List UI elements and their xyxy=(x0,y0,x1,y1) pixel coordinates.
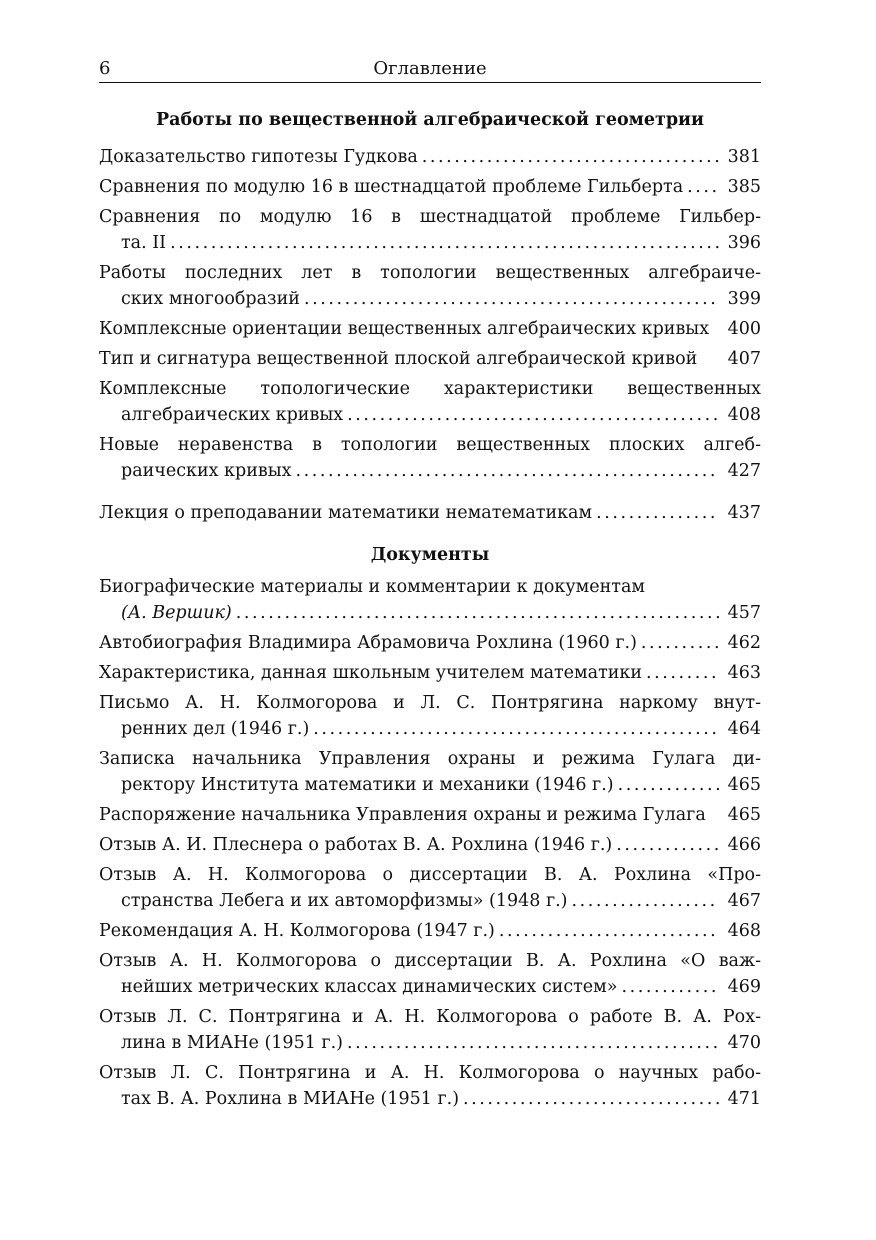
entry-title-line-2: раических кривых xyxy=(121,461,292,481)
entry-page: 400 xyxy=(727,319,761,339)
entry-title-line-2: тах В. А. Рохлина в МИАНе (1951 г.) xyxy=(121,1089,460,1109)
entry-page: 407 xyxy=(727,349,761,369)
dot-leader xyxy=(618,772,719,798)
toc-entry[interactable] xyxy=(99,832,761,858)
entry-title-line-2: лина в МИАНе (1951 г.) xyxy=(121,1033,343,1053)
dot-leader xyxy=(347,402,719,428)
toc-entry[interactable] xyxy=(99,376,761,428)
entry-title-line-1: Отзыв Л. С. Понтрягина и А. Н. Колмогорова о работе В. А. Рох- xyxy=(99,1007,761,1027)
toc-list-geometry xyxy=(99,144,761,484)
toc-entry[interactable] xyxy=(99,660,761,686)
entry-title-line-1: Письмо А. Н. Колмогорова и Л. С. Понтрягина наркому внут- xyxy=(99,693,761,713)
running-title: Оглавление xyxy=(373,58,487,79)
entry-title: Лекция о преподавании математики нематематикам xyxy=(99,503,593,523)
entry-page: 468 xyxy=(727,921,761,941)
entry-title: Тип и сигнатура вещественной плоской алгебраической кривой xyxy=(99,349,698,369)
dot-leader xyxy=(236,600,719,626)
entry-page: 469 xyxy=(727,977,761,997)
dot-leader xyxy=(347,1030,719,1056)
entry-page: 463 xyxy=(727,663,761,683)
entry-page: 408 xyxy=(727,405,761,425)
entry-title-line-2: (А. Вершик) xyxy=(121,603,232,623)
entry-title-line-1: Отзыв Л. С. Понтрягина и А. Н. Колмогорова о научных рабо- xyxy=(99,1063,761,1083)
entry-title-line-1: Комплексные топологические характеристики вещественных xyxy=(99,379,761,399)
section-title-real-algebraic-geometry: Работы по вещественной алгебраической геометрии xyxy=(155,110,705,130)
entry-title: Доказательство гипотезы Гудкова xyxy=(99,147,418,167)
entry-page: 465 xyxy=(727,775,761,795)
toc-entry[interactable] xyxy=(99,690,761,742)
dot-leader xyxy=(687,174,719,200)
toc-entry[interactable] xyxy=(99,144,761,170)
toc-entry[interactable] xyxy=(99,1004,761,1056)
dot-leader xyxy=(641,630,719,656)
entry-page: 464 xyxy=(727,719,761,739)
dot-leader xyxy=(463,1086,719,1112)
entry-title: Распоряжение начальника Управления охраны и режима Гулага xyxy=(99,805,706,825)
entry-title-line-2: ректору Института математики и механики (1946 г.) xyxy=(121,775,614,795)
toc-entry[interactable] xyxy=(99,948,761,1000)
toc-entry[interactable] xyxy=(99,918,761,944)
entry-page: 427 xyxy=(727,461,761,481)
dot-leader xyxy=(422,144,719,170)
toc-entry[interactable] xyxy=(99,500,761,526)
entry-page: 385 xyxy=(727,177,761,197)
entry-title: Рекомендация А. Н. Колмогорова (1947 г.) xyxy=(99,921,495,941)
entry-title-line-2: нейших метрических классах динамических систем» xyxy=(121,977,618,997)
entry-title-line-2: та. II xyxy=(121,233,167,253)
toc-entry[interactable] xyxy=(99,346,761,372)
toc-entry[interactable] xyxy=(99,802,761,828)
running-header xyxy=(99,56,761,83)
entry-title-line-1: Отзыв А. Н. Колмогорова о диссертации В. А. Рохлина «Про- xyxy=(99,865,761,885)
toc-list-documents xyxy=(99,574,761,1112)
entry-page: 470 xyxy=(727,1033,761,1053)
dot-leader xyxy=(170,230,719,256)
entry-page: 381 xyxy=(727,147,761,167)
entry-page: 467 xyxy=(727,891,761,911)
entry-page: 399 xyxy=(727,289,761,309)
entry-title-line-1: Сравнения по модулю 16 в шестнадцатой проблеме Гильбер- xyxy=(99,207,761,227)
entry-title: Характеристика, данная школьным учителем математики xyxy=(99,663,643,683)
entry-page: 465 xyxy=(727,805,761,825)
dot-leader xyxy=(499,918,719,944)
dot-leader xyxy=(572,888,719,914)
entry-title: Отзыв А. И. Плеснера о работах В. А. Рохлина (1946 г.) xyxy=(99,835,613,855)
dot-leader xyxy=(646,660,719,686)
toc-page xyxy=(99,56,761,1112)
toc-entry[interactable] xyxy=(99,174,761,200)
toc-entry[interactable] xyxy=(99,1060,761,1112)
page-number: 6 xyxy=(99,58,111,79)
entry-title-line-1: Записка начальника Управления охраны и режима Гулага ди- xyxy=(99,749,761,769)
toc-entry[interactable] xyxy=(99,630,761,656)
toc-list-standalone xyxy=(99,500,761,526)
toc-entry[interactable] xyxy=(99,746,761,798)
entry-page: 437 xyxy=(727,503,761,523)
dot-leader xyxy=(616,832,719,858)
entry-title-line-1: Новые неравенства в топологии вещественных плоских алгеб- xyxy=(99,435,761,455)
dot-leader xyxy=(313,716,719,742)
dot-leader xyxy=(596,500,719,526)
entry-title-line-1: Отзыв А. Н. Колмогорова о диссертации В. А. Рохлина «О важ- xyxy=(99,951,761,971)
dot-leader xyxy=(621,974,719,1000)
entry-title: Автобиография Владимира Абрамовича Рохлина (1960 г.) xyxy=(99,633,637,653)
toc-entry[interactable] xyxy=(99,432,761,484)
section-title-documents: Документы xyxy=(370,545,490,565)
entry-page: 462 xyxy=(727,633,761,653)
entry-title-line-2: ских многообразий xyxy=(121,289,300,309)
dot-leader xyxy=(296,458,719,484)
entry-page: 471 xyxy=(727,1089,761,1109)
entry-page: 396 xyxy=(727,233,761,253)
entry-title-line-1: Работы последних лет в топологии вещественных алгебраиче- xyxy=(99,263,761,283)
entry-title: Комплексные ориентации вещественных алгебраических кривых xyxy=(99,319,710,339)
entry-title: Сравнения по модулю 16 в шестнадцатой проблеме Гильберта xyxy=(99,177,684,197)
entry-title-line-2: алгебраических кривых xyxy=(121,405,344,425)
dot-leader xyxy=(304,286,719,312)
toc-entry[interactable] xyxy=(99,316,761,342)
toc-entry[interactable] xyxy=(99,574,761,626)
toc-entry[interactable] xyxy=(99,204,761,256)
toc-entry[interactable] xyxy=(99,260,761,312)
entry-title-line-2: странства Лебега и их автоморфизмы» (1948 г.) xyxy=(121,891,568,911)
entry-title-line-1: Биографические материалы и комментарии к документам xyxy=(99,577,646,597)
entry-title-line-2: ренних дел (1946 г.) xyxy=(121,719,310,739)
toc-entry[interactable] xyxy=(99,862,761,914)
entry-page: 457 xyxy=(727,603,761,623)
entry-page: 466 xyxy=(727,835,761,855)
